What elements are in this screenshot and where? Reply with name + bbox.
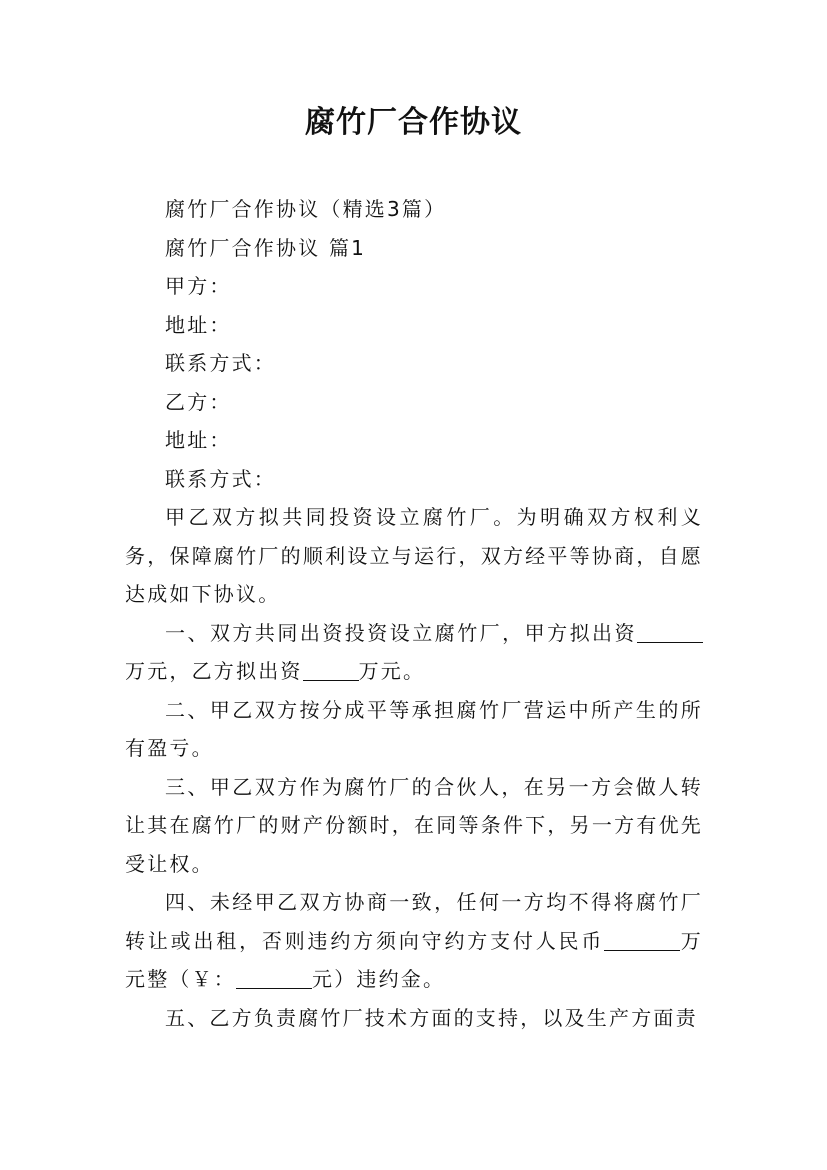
paragraph-address-a: 地址：: [165, 312, 232, 337]
paragraph-clause-3: 三、甲乙双方作为腐竹厂的合伙人，在另一方会做人转让其在腐竹厂的财产份额时，在同等条件下，另一方有优先受让权。: [125, 774, 703, 876]
blank-line: [637, 620, 703, 643]
paragraph-clause-5: 五、乙方负责腐竹厂技术方面的支持，以及生产方面责: [165, 1005, 698, 1030]
document-body: [125, 190, 703, 1037]
paragraph-contact-a: 联系方式：: [165, 351, 276, 375]
paragraph-party-a: 甲方：: [165, 274, 232, 298]
blank-line: [236, 966, 312, 989]
paragraph-clause-2: 二、甲乙双方按分成平等承担腐竹厂营运中所产生的所有盈亏。: [125, 697, 703, 760]
blank-line: [303, 658, 359, 681]
blank-line: [604, 928, 680, 951]
paragraph-intro: 甲乙双方拟共同投资设立腐竹厂。为明确双方权利义务，保障腐竹厂的顺利设立与运行，双方经平等协商，自愿达成如下协议。: [125, 505, 703, 606]
paragraph-address-b: 地址：: [165, 428, 232, 452]
paragraph-contact-b: 联系方式：: [165, 466, 276, 491]
clause-4-text-a: 四、未经甲乙双方协商一致，任何一方均不得将腐竹厂转让或出租，否则违约方须向守约方支付人民币: [125, 890, 703, 953]
clause-1-text-c: 万元。: [358, 659, 426, 683]
paragraph-section-heading: 腐竹厂合作协议 篇1: [165, 235, 367, 260]
paragraph-subtitle: 腐竹厂合作协议（精选3篇）: [165, 197, 447, 221]
paragraph-clause-1: [125, 614, 703, 691]
clause-4-text-b: 万元整（￥：: [125, 928, 704, 991]
clause-1-text-b: 万元，乙方拟出资: [125, 659, 303, 683]
paragraph-clause-4: [125, 883, 703, 999]
clause-4-text-c: 元）违约金。: [312, 967, 446, 991]
document-title: 腐竹厂合作协议: [305, 105, 522, 140]
paragraph-party-b: 乙方：: [165, 389, 232, 414]
clause-1-text-a: 一、双方共同出资投资设立腐竹厂，甲方拟出资: [165, 620, 637, 645]
